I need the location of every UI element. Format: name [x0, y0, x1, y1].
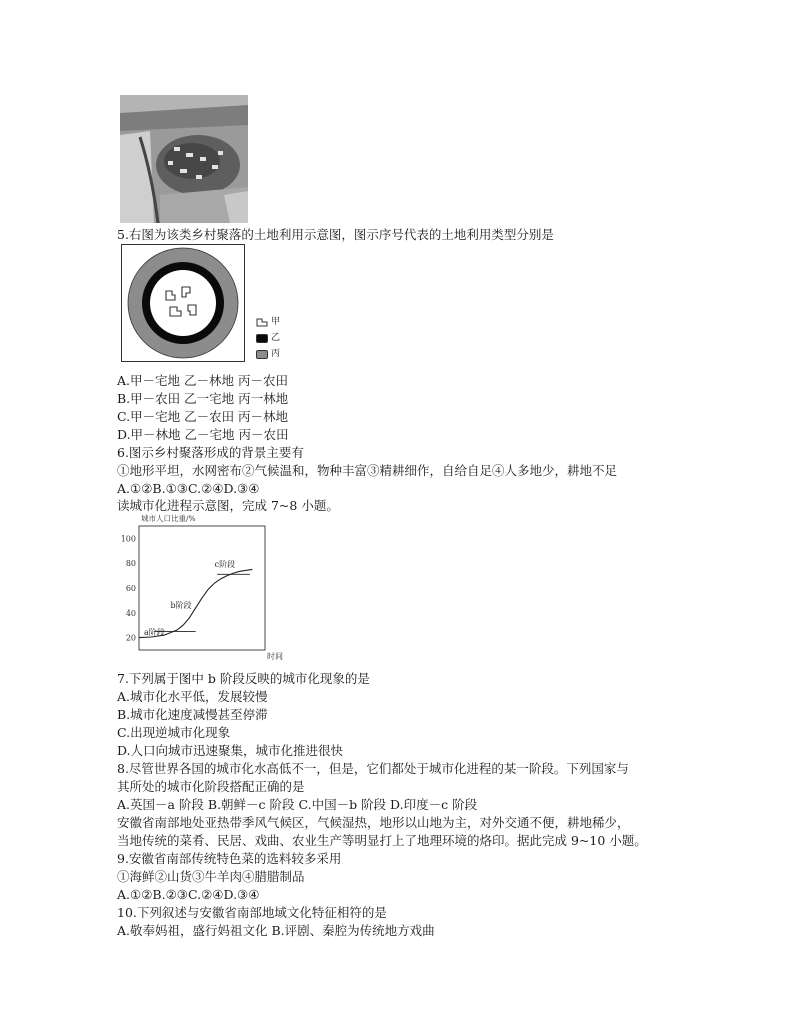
land-use-rings	[122, 245, 244, 361]
y-tick-label: 100	[120, 534, 136, 544]
legend-label-jia: 甲	[271, 317, 281, 327]
question-9-options: A.①②B.②③C.②④D.③④	[117, 887, 260, 902]
black-swatch-icon	[256, 334, 268, 343]
village-photo-image	[120, 95, 248, 223]
question-7-option-c: C.出现逆城市化现象	[117, 725, 231, 740]
question-6-options: A.①②B.①③C.②④D.③④	[117, 481, 260, 496]
stage-label: c阶段	[214, 559, 236, 569]
y-tick-label: 40	[125, 608, 136, 618]
x-axis-label: 时间	[267, 652, 283, 661]
gray-swatch-icon	[256, 350, 268, 359]
legend-item-bing	[256, 346, 280, 362]
settlement-outline-icon	[256, 318, 268, 327]
legend-item-jia	[256, 314, 280, 330]
stage-label: b阶段	[170, 600, 192, 610]
urbanization-chart-svg	[117, 512, 297, 662]
question-8-stem-line2: 其所处的城市化阶段搭配正确的是	[117, 779, 305, 794]
question-5-option-d: D.甲－林地 乙－宅地 丙－农田	[117, 427, 289, 442]
y-tick-label: 20	[125, 633, 136, 643]
question-8-options: A.英国－a 阶段 B.朝鲜－c 阶段 C.中国－b 阶段 D.印度－c 阶段	[117, 797, 478, 812]
question-9-stem: 9.安徽省南部传统特色菜的选料较多采用	[117, 851, 342, 866]
question-7-option-a: A.城市化水平低，发展较慢	[117, 689, 268, 704]
land-use-legend	[256, 314, 280, 362]
question-7-option-d: D.人口向城市迅速聚集，城市化推进很快	[117, 743, 344, 758]
land-use-diagram	[121, 244, 245, 362]
urbanization-chart	[117, 512, 297, 662]
stage-label: a阶段	[144, 628, 165, 638]
questions-9-10-intro-line2: 当地传统的菜肴、民居、戏曲、农业生产等明显打上了地理环境的烙印。据此完成 9~10 小题。	[117, 833, 647, 848]
y-tick-label: 60	[125, 584, 136, 593]
question-9-statements: ①海鲜②山货③牛羊肉④腊腊制品	[117, 869, 305, 884]
legend-label-bing: 丙	[271, 349, 281, 359]
question-5-option-a: A.甲－宅地 乙－林地 丙－农田	[117, 373, 288, 388]
question-7-stem: 7.下列属于图中 b 阶段反映的城市化现象的是	[117, 671, 370, 686]
question-10-stem: 10.下列叙述与安徽省南部地域文化特征相符的是	[117, 905, 387, 920]
y-tick-label: 80	[125, 559, 136, 569]
question-6-statements: ①地形平坦，水网密布②气候温和，物种丰富③精耕细作，自给自足④人多地少，耕地不足	[117, 463, 618, 478]
questions-9-10-intro-line1: 安徽省南部地处亚热带季风气候区，气候湿热，地形以山地为主，对外交通不便，耕地稀少，	[117, 815, 630, 830]
question-8-stem-line1: 8.尽管世界各国的城市化水高低不一，但是，它们都处于城市化进程的某一阶段。下列国家与	[117, 761, 629, 776]
question-5-option-c: C.甲－宅地 乙－农田 丙－林地	[117, 409, 289, 424]
legend-label-yi: 乙	[271, 333, 281, 343]
question-7-option-b: B.城市化速度减慢甚至停滞	[117, 707, 268, 722]
question-6-stem: 6.图示乡村聚落形成的背景主要有	[117, 445, 304, 460]
legend-item-yi	[256, 330, 280, 346]
question-5-stem: 5.右图为该类乡村聚落的土地利用示意图，图示序号代表的土地利用类型分别是	[117, 227, 554, 242]
y-axis-label: 城市人口比重/%	[141, 514, 196, 523]
village-aerial-photo	[120, 95, 248, 223]
question-5-option-b: B.甲－农田 乙一宅地 丙一林地	[117, 391, 289, 406]
question-10-options-ab: A.敬奉妈祖，盛行妈祖文化 B.评剧、秦腔为传统地方戏曲	[117, 923, 435, 938]
questions-7-8-intro: 读城市化进程示意图，完成 7~8 小题。	[117, 498, 339, 513]
